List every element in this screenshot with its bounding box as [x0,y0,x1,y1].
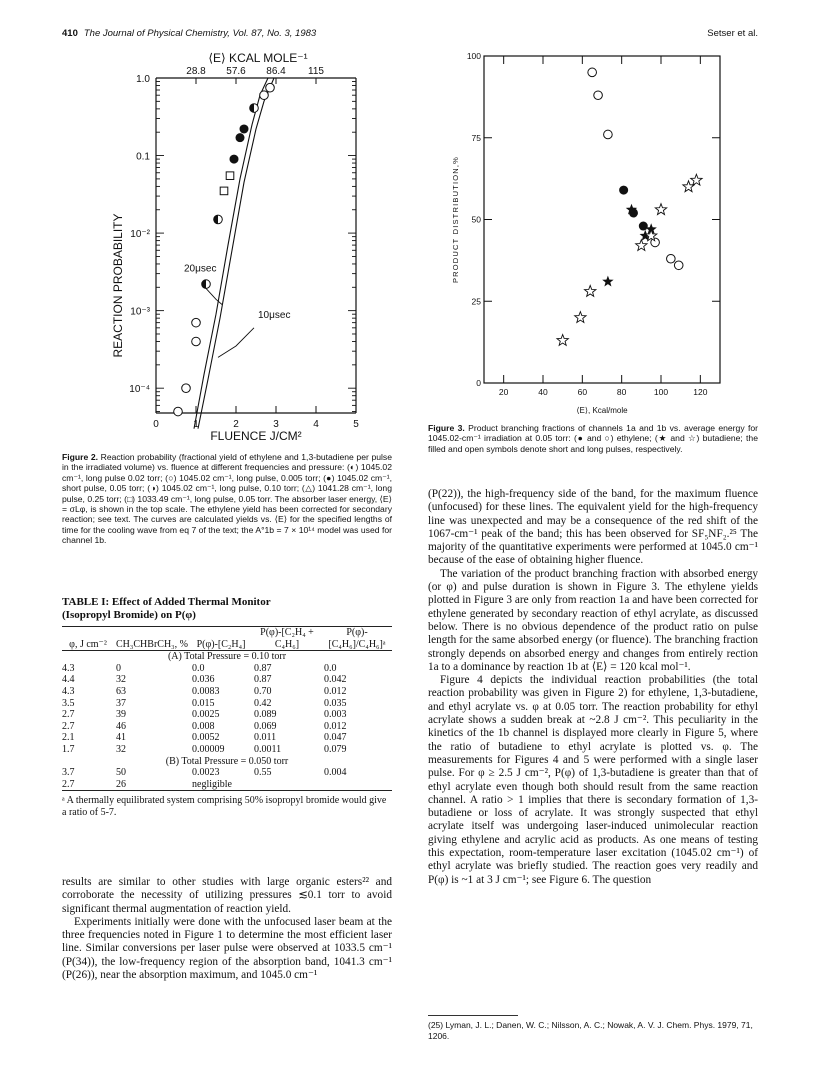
table-cell: 0.012 [324,720,347,732]
annotation-10us: 10μsec [258,310,291,322]
table-cell: 0.0011 [254,743,282,755]
body-paragraph: Figure 4 depicts the individual reaction probabilities (the total reaction probability was given in Figure 2) for ethylene, 1,3-butadiene, and ethyl acrylate vs. φ at 0.05 torr. The reaction probability for ethyl acrylate shows a sudden break at ~2.8 J cm⁻². This peculiarity in the kinetics of the 1b channel is displayed more clearly in Figure 5, where the ratio of butadiene to ethyl acrylate is plotted vs. φ. The measurements for Figures 4 and 5 were performed with a single laser pulse. For φ ≥ 2.5 J cm⁻², P(φ) of 1,3-butadiene is greater than that of ethyl acrylate even though both should result from the same reaction channel. A ratio > 1 implies that there is secondary formation of 1,3-butadiene or loss of acrylate. It was strongly suspected that ethyl acrylate itself was undergoing laser-induced unimolecular reaction giving ethylene and acrylic acid as products. As one means of testing this expectation, room-temperature laser excitation (1045.02 cm⁻¹) of ethyl acrylate was briefly studied. The reaction goes very readily and P(φ) is ~1 at 3 J cm⁻¹; see Figure 6. The question [428,674,758,886]
table-cell: 0.003 [324,709,347,721]
top-tick-label: 28.8 [186,66,206,77]
data-point [691,174,702,185]
x-tick-label: 40 [538,387,548,397]
table-row [62,686,392,698]
table-cell: 2.7 [62,778,75,790]
footnote-25: (25) Lyman, J. L.; Danen, W. C.; Nilsson, A. C.; Nowak, A. V. J. Chem. Phys. 1979, 71, 1206. [428,1020,753,1041]
data-point [602,276,613,287]
data-point [655,204,666,215]
y-tick-label: 100 [466,51,481,61]
table-cell: 0.0025 [192,709,220,721]
figure-2-caption [62,452,392,546]
figure-3-chart [440,48,740,416]
y-tick-label: 0.1 [136,151,150,163]
table-cell: 0.008 [192,720,215,732]
table-section-heading: (A) Total Pressure = 0.10 torr [167,651,287,663]
x-axis-label: ⟨E⟩, Kcal/mole [576,406,628,415]
data-point [636,240,647,251]
table-cell: 41 [116,732,126,744]
data-point [639,222,648,231]
table-row [62,779,392,791]
y-axis-label: PRODUCT DISTRIBUTION,% [451,155,460,284]
x-tick-label: 1 [193,419,199,430]
table-cell: 0.0023 [192,767,220,779]
figure-3-caption-label: Figure 3. [428,423,465,433]
data-point [604,130,613,139]
data-point [575,312,586,323]
table-1-header: P(φ)-[C₂H₄ + C₄H₆] [260,627,314,650]
data-point [182,384,191,393]
x-tick-label: 2 [233,419,239,430]
table-cell: 3.5 [62,697,75,709]
table-cell: 2.7 [62,720,75,732]
table-cell: 4.3 [62,685,75,697]
table-cell: 26 [116,778,126,790]
y-tick-label: 0 [476,378,481,388]
top-axis-title: ⟨E⟩ KCAL MOLE⁻¹ [208,51,308,65]
data-point [226,172,234,180]
data-point [240,124,249,133]
data-point [214,215,223,224]
table-cell: 50 [116,767,126,779]
table-row [62,732,392,744]
y-tick-label: 75 [471,132,481,143]
x-tick-label: 20 [498,387,509,397]
table-cell: 0.035 [324,697,347,709]
table-cell: 39 [116,709,126,721]
y-tick-label: 25 [471,296,481,307]
table-cell: 3.7 [62,767,75,779]
data-point [174,407,183,416]
data-point [230,155,239,164]
body-paragraph: results are similar to other studies with large organic esters²² and corroborate the necessity of utilizing pressures ≲0.1 torr to avoid significant thermal augmentation of reaction yield. [62,876,392,915]
table-cell: 0.55 [254,767,272,779]
running-header-left [62,28,316,39]
table-cell: 0.87 [254,674,272,686]
data-point [192,318,201,327]
y-tick-label: 10⁻³ [130,306,150,318]
table-cell: 0.87 [254,662,272,674]
table-cell: 0.0 [192,662,205,674]
table-cell: 4.3 [62,662,75,674]
x-tick-label: 4 [313,419,319,430]
right-column-text [428,488,758,887]
table-cell: 0.0 [324,662,337,674]
figure-2-caption-text: Reaction probability (fractional yield of ethylene and 1,3-butadiene per pulse in the irradiated volume) vs. fluence at different frequencies and pressure: (◐) 1045.02 cm⁻¹, long pulse 0.02 torr; (○) 1045.02 cm⁻¹, long pulse, 0.005 torr; (●) 1045.02 cm⁻¹, short pulse, 0.05 torr; (◑) 1045.02 cm⁻¹, long pulse, 0.10 torr; (△) 1041.28 cm⁻¹, long pulse, 0.25 torr; (□) 1033.49 cm⁻¹, long pulse, 0.05 torr. The absorber laser energy, ⟨E⟩ = σLφ, is shown in the top scale. The ethylene yield has been corrected for secondary reaction; see text. The curves are calculated yields vs. ⟨E⟩ for the specified lengths of time for the cooling wave from eq 7 of the text; the A°1b = 7 × 10¹⁴ model was used for channel 1b. [62,452,392,546]
table-cell: 0.036 [192,674,215,686]
data-point [260,91,269,100]
table-cell: 4.4 [62,674,75,686]
table-1-header: P(φ)-[C₄H₆]/C₄H₆]ᵃ [328,627,386,650]
table-1-footnote: ᵃ A thermally equilibrated system comprising 50% isopropyl bromide would give a ratio of 5-7. [62,795,387,819]
table-row [62,721,392,733]
running-header-authors: Setser et al. [707,28,758,39]
table-1-title-line2: (Isopropyl Bromide) on P(φ) [62,609,196,621]
data-point [674,261,683,270]
table-cell: 0.004 [324,767,347,779]
table-cell: 0.70 [254,685,272,697]
x-tick-label: 0 [153,419,159,430]
data-point [250,104,259,113]
x-tick-label: 120 [693,387,708,397]
table-1-header: P(φ)-[C₂H₄] [196,638,246,650]
table-1-title-line1: TABLE I: Effect of Added Thermal Monitor [62,596,271,608]
table-cell [252,779,322,791]
table-cell: 0.0052 [192,732,220,744]
table-1-header: CH₃CHBrCH₃, % [116,638,188,650]
top-tick-label: 115 [308,66,324,77]
x-tick-label: 80 [616,387,627,397]
figure-3-caption-text: Product branching fractions of channels 1a and 1b vs. average energy for 1045.02-cm⁻¹ irradiation at 0.05 torr: (● and ○) ethylene; (★ and ☆) butadiene; the filled and open symbols denote short and long pulses, respectively. [428,423,758,454]
table-cell: 0.011 [254,732,277,744]
table-cell: 0.42 [254,697,272,709]
annotation-leader-10us [218,328,254,357]
data-point [202,280,211,289]
data-point [594,91,603,100]
table-section-heading: (B) Total Pressure = 0.050 torr [165,755,289,767]
body-paragraph: The variation of the product branching fraction with absorbed energy (or φ) and pulse duration is shown in Figure 3. The ethylene yields plotted in Figure 3 are only from reaction 1a and have been corrected for ethylene generated by secondary reaction of ethyl acrylate, as discussed below. There is no obvious dependence of the product ratio on pulse length for the same absorbed energy (or fluence). The branching fraction strongly depends on absorbed energy and changes from entirely rection 1a to a dominance by reaction 1b at ⟨E⟩ = 120 kcal mol⁻¹. [428,567,758,673]
data-point [667,254,676,263]
data-point [220,187,228,195]
left-column-text [62,876,392,982]
x-tick-label: 5 [353,419,359,430]
data-point [619,186,628,195]
table-cell: 0.042 [324,674,347,686]
table-cell: 0.069 [254,720,277,732]
table-cell: 1.7 [62,743,75,755]
table-cell: 32 [116,743,126,755]
table-cell: 0.089 [254,709,277,721]
table-cell: 2.1 [62,732,75,744]
data-point [584,285,595,296]
footnote-rule [428,1015,518,1016]
x-tick-label: 100 [653,387,669,397]
table-1 [62,596,392,819]
body-paragraph: (P(22)), the high-frequency side of the band, for the maximum fluence (unfocused) for these lines. The equivalent yield for the high-frequency line was unexpected and may be a consequence of the red shift of the 1067-cm⁻¹ peak of the band; this has been observed for SF₅NF₂.²⁵ The majority of the quantitative experiments were performed at 1045.0 cm⁻¹ because of the ease of obtaining higher fluence. [428,488,758,567]
y-axis-label: REACTION PROBABILITY [111,213,125,358]
table-cell: 2.7 [62,709,75,721]
page-number: 410 [62,28,78,39]
table-cell: 0.047 [324,732,347,744]
table-cell: 46 [116,720,126,732]
x-tick-label: 3 [273,419,279,430]
table-cell: 63 [116,685,126,697]
table-cell: 32 [116,674,126,686]
x-tick-label: 60 [577,387,588,397]
top-tick-label: 57.6 [226,66,246,77]
table-row [62,744,392,756]
data-point [266,83,275,92]
data-point [588,68,597,77]
table-row [62,698,392,710]
table-cell: 0.079 [324,743,347,755]
table-cell: 0.015 [192,697,215,709]
table-cell: 0.0083 [192,685,220,697]
journal-citation: The Journal of Physical Chemistry, Vol. 87, No. 3, 1983 [83,28,317,39]
figure-2-caption-label: Figure 2. [62,452,99,462]
table-1-header: φ, J cm⁻² [69,638,107,650]
y-tick-label: 10⁻⁴ [129,384,150,396]
y-tick-label: 1.0 [136,74,150,85]
data-point [557,334,568,345]
top-tick-label: 86.4 [266,66,286,77]
data-point [683,181,694,192]
table-cell: 0.012 [324,685,347,697]
table-cell: 0.00009 [192,743,225,755]
table-cell: 37 [116,697,126,709]
body-paragraph: Experiments initially were done with the unfocused laser beam at the three frequencies noted in Figure 1 to determine the most efficient laser line. Similar conversions per laser pulse were observed at 1033.5 cm⁻¹ (P(34)), the low-frequency region of the absorption band, 1041.3 cm⁻¹ (P(26)), near the absorption maximum, and 1045.0 cm⁻¹ [62,915,392,982]
annotation-20us: 20μsec [184,263,217,275]
table-row [62,663,392,675]
data-point [192,337,201,346]
table-row [62,709,392,721]
table-cell [322,779,392,791]
table-row [62,767,392,779]
data-point [236,133,245,142]
table-cell: 0 [116,662,121,674]
y-tick-label: 10⁻² [130,229,150,241]
table-row [62,674,392,686]
x-axis-label: FLUENCE J/CM² [210,429,302,443]
y-tick-label: 50 [471,214,481,225]
figure-3-caption [428,423,758,454]
table-1-grid [62,627,392,790]
plot-frame [484,56,720,383]
table-cell: negligible [192,778,232,790]
model-curve [198,78,274,429]
figure-2-chart [100,48,370,444]
